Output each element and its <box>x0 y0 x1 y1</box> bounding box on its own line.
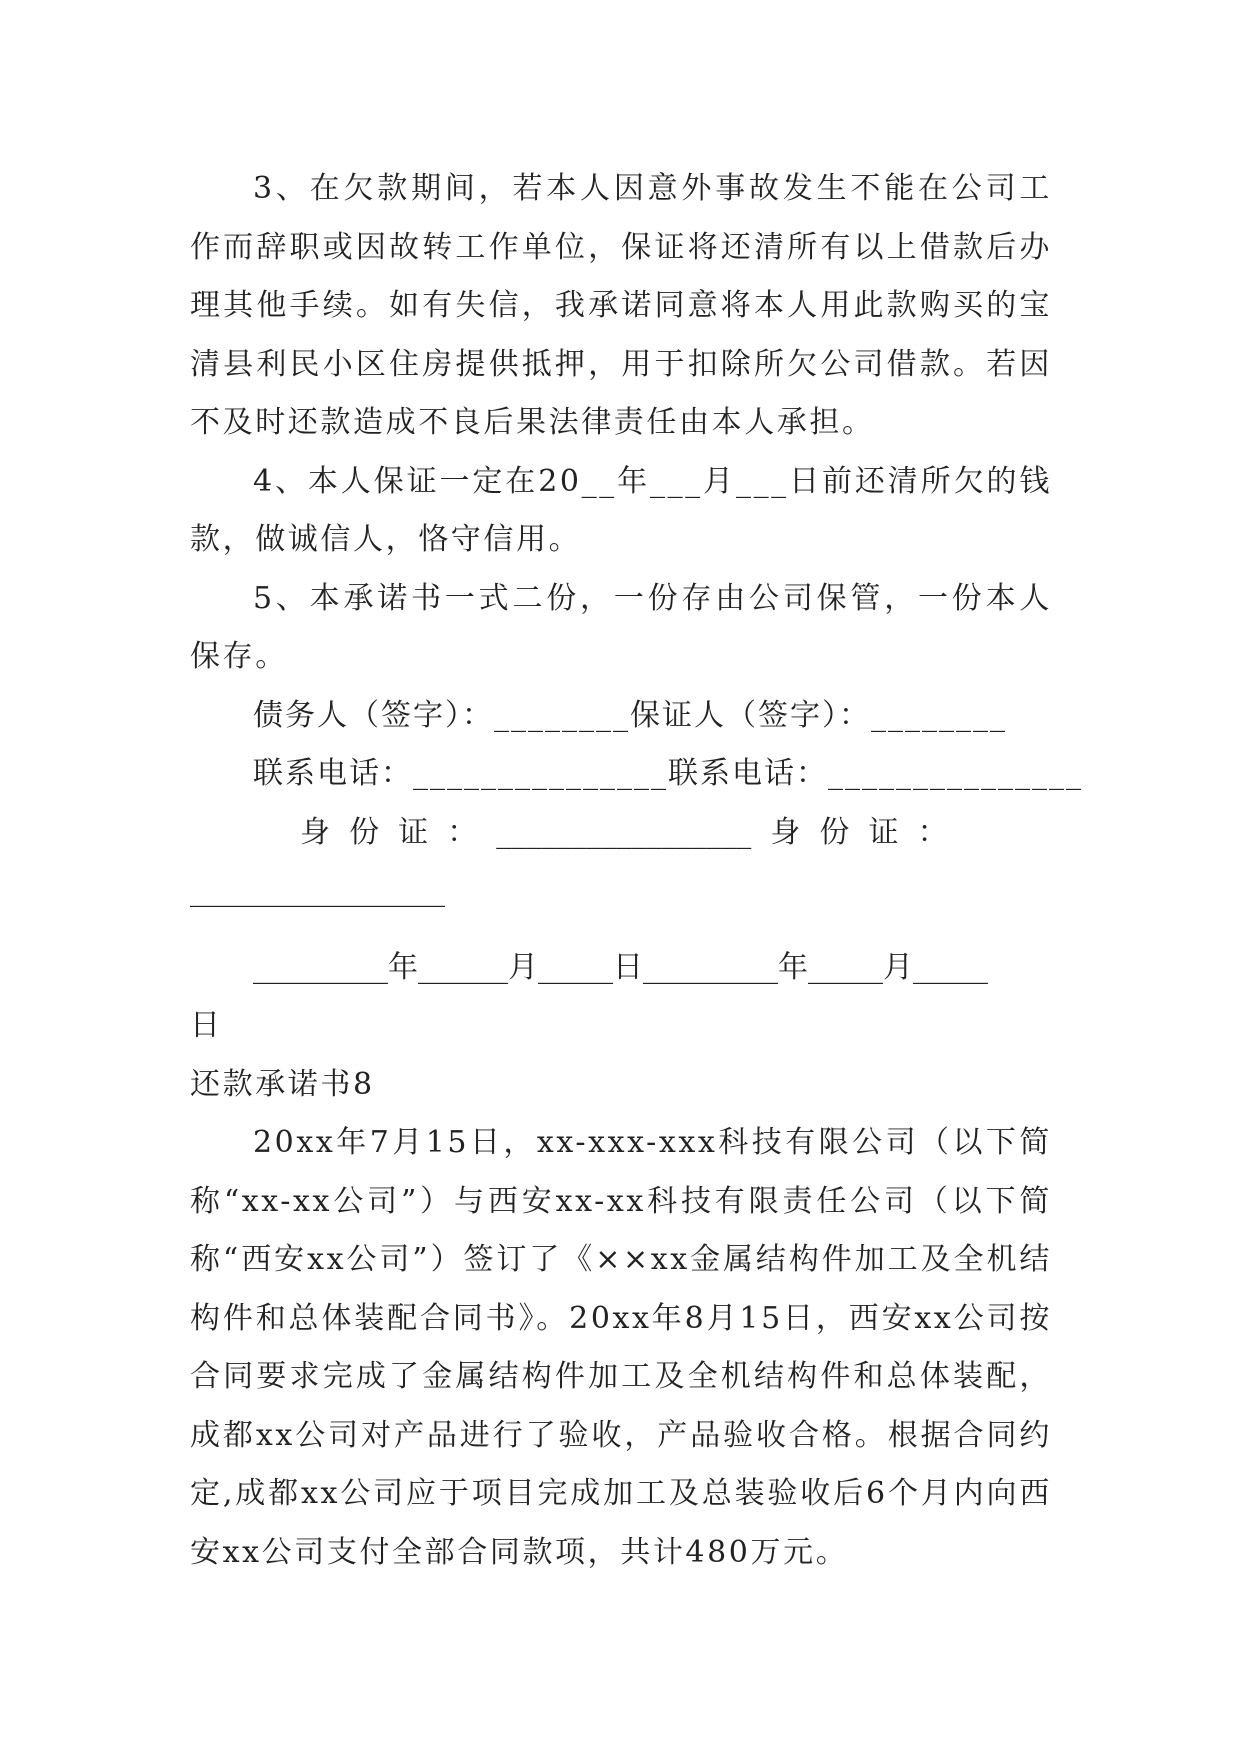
document-body <box>190 160 1083 1582</box>
paragraph-clause-4: 4、本人保证一定在20__年___月___日前还清所欠的钱款，做诚信人，恪守信用。 <box>190 463 1052 557</box>
paragraph-clause-3: 3、在欠款期间，若本人因意外事故发生不能在公司工作而辞职或因故转工作单位，保证将还清所有以上借款后办理其他手续。如有失信，我承诺同意将本人用此款购买的宝清县利民小区住房提供抵押，用于扣除所欠公司借款。若因不及时还款造成不良后果法律责任由本人承担。 <box>190 171 1052 440</box>
section-title: 还款承诺书8 <box>190 1066 375 1102</box>
signature-id-card-line: 身 份 证 ： _________________ 身 份 证 ： <box>300 814 948 850</box>
signature-date-line: _________年______月_____日_________年_____月_____ <box>253 949 988 985</box>
paragraph-clause-5: 5、本承诺书一式二份，一份存由公司保管，一份本人保存。 <box>190 580 1052 674</box>
signature-date-tail: 日 <box>190 1008 220 1043</box>
paragraph-body: 20xx年7月15日，xx-xxx-xxx科技有限公司（以下简称“xx-xx公司”）与西安xx-xx科技有限责任公司（以下简称“西安xx公司”）签订了《××xx金属结构件加工及全机结构件和总体装配合同书》。20xx年8月15日，西安xx公司按合同要求完成了金属结构件加工及全机结构件和总体装配，成都xx公司对产品进行了验收，产品验收合格。根据合同约定,成都xx公司应于项目完成加工及总装验收后6个月内向西安xx公司支付全部合同款项，共计480万元。 <box>190 1125 1052 1570</box>
signature-phone-line: 联系电话：_______________联系电话：_______________ <box>253 756 1083 791</box>
signature-signers-line: 债务人（签字）：________保证人（签字）：________ <box>253 697 1007 733</box>
signature-id-card-tail: _________________ <box>190 873 445 908</box>
